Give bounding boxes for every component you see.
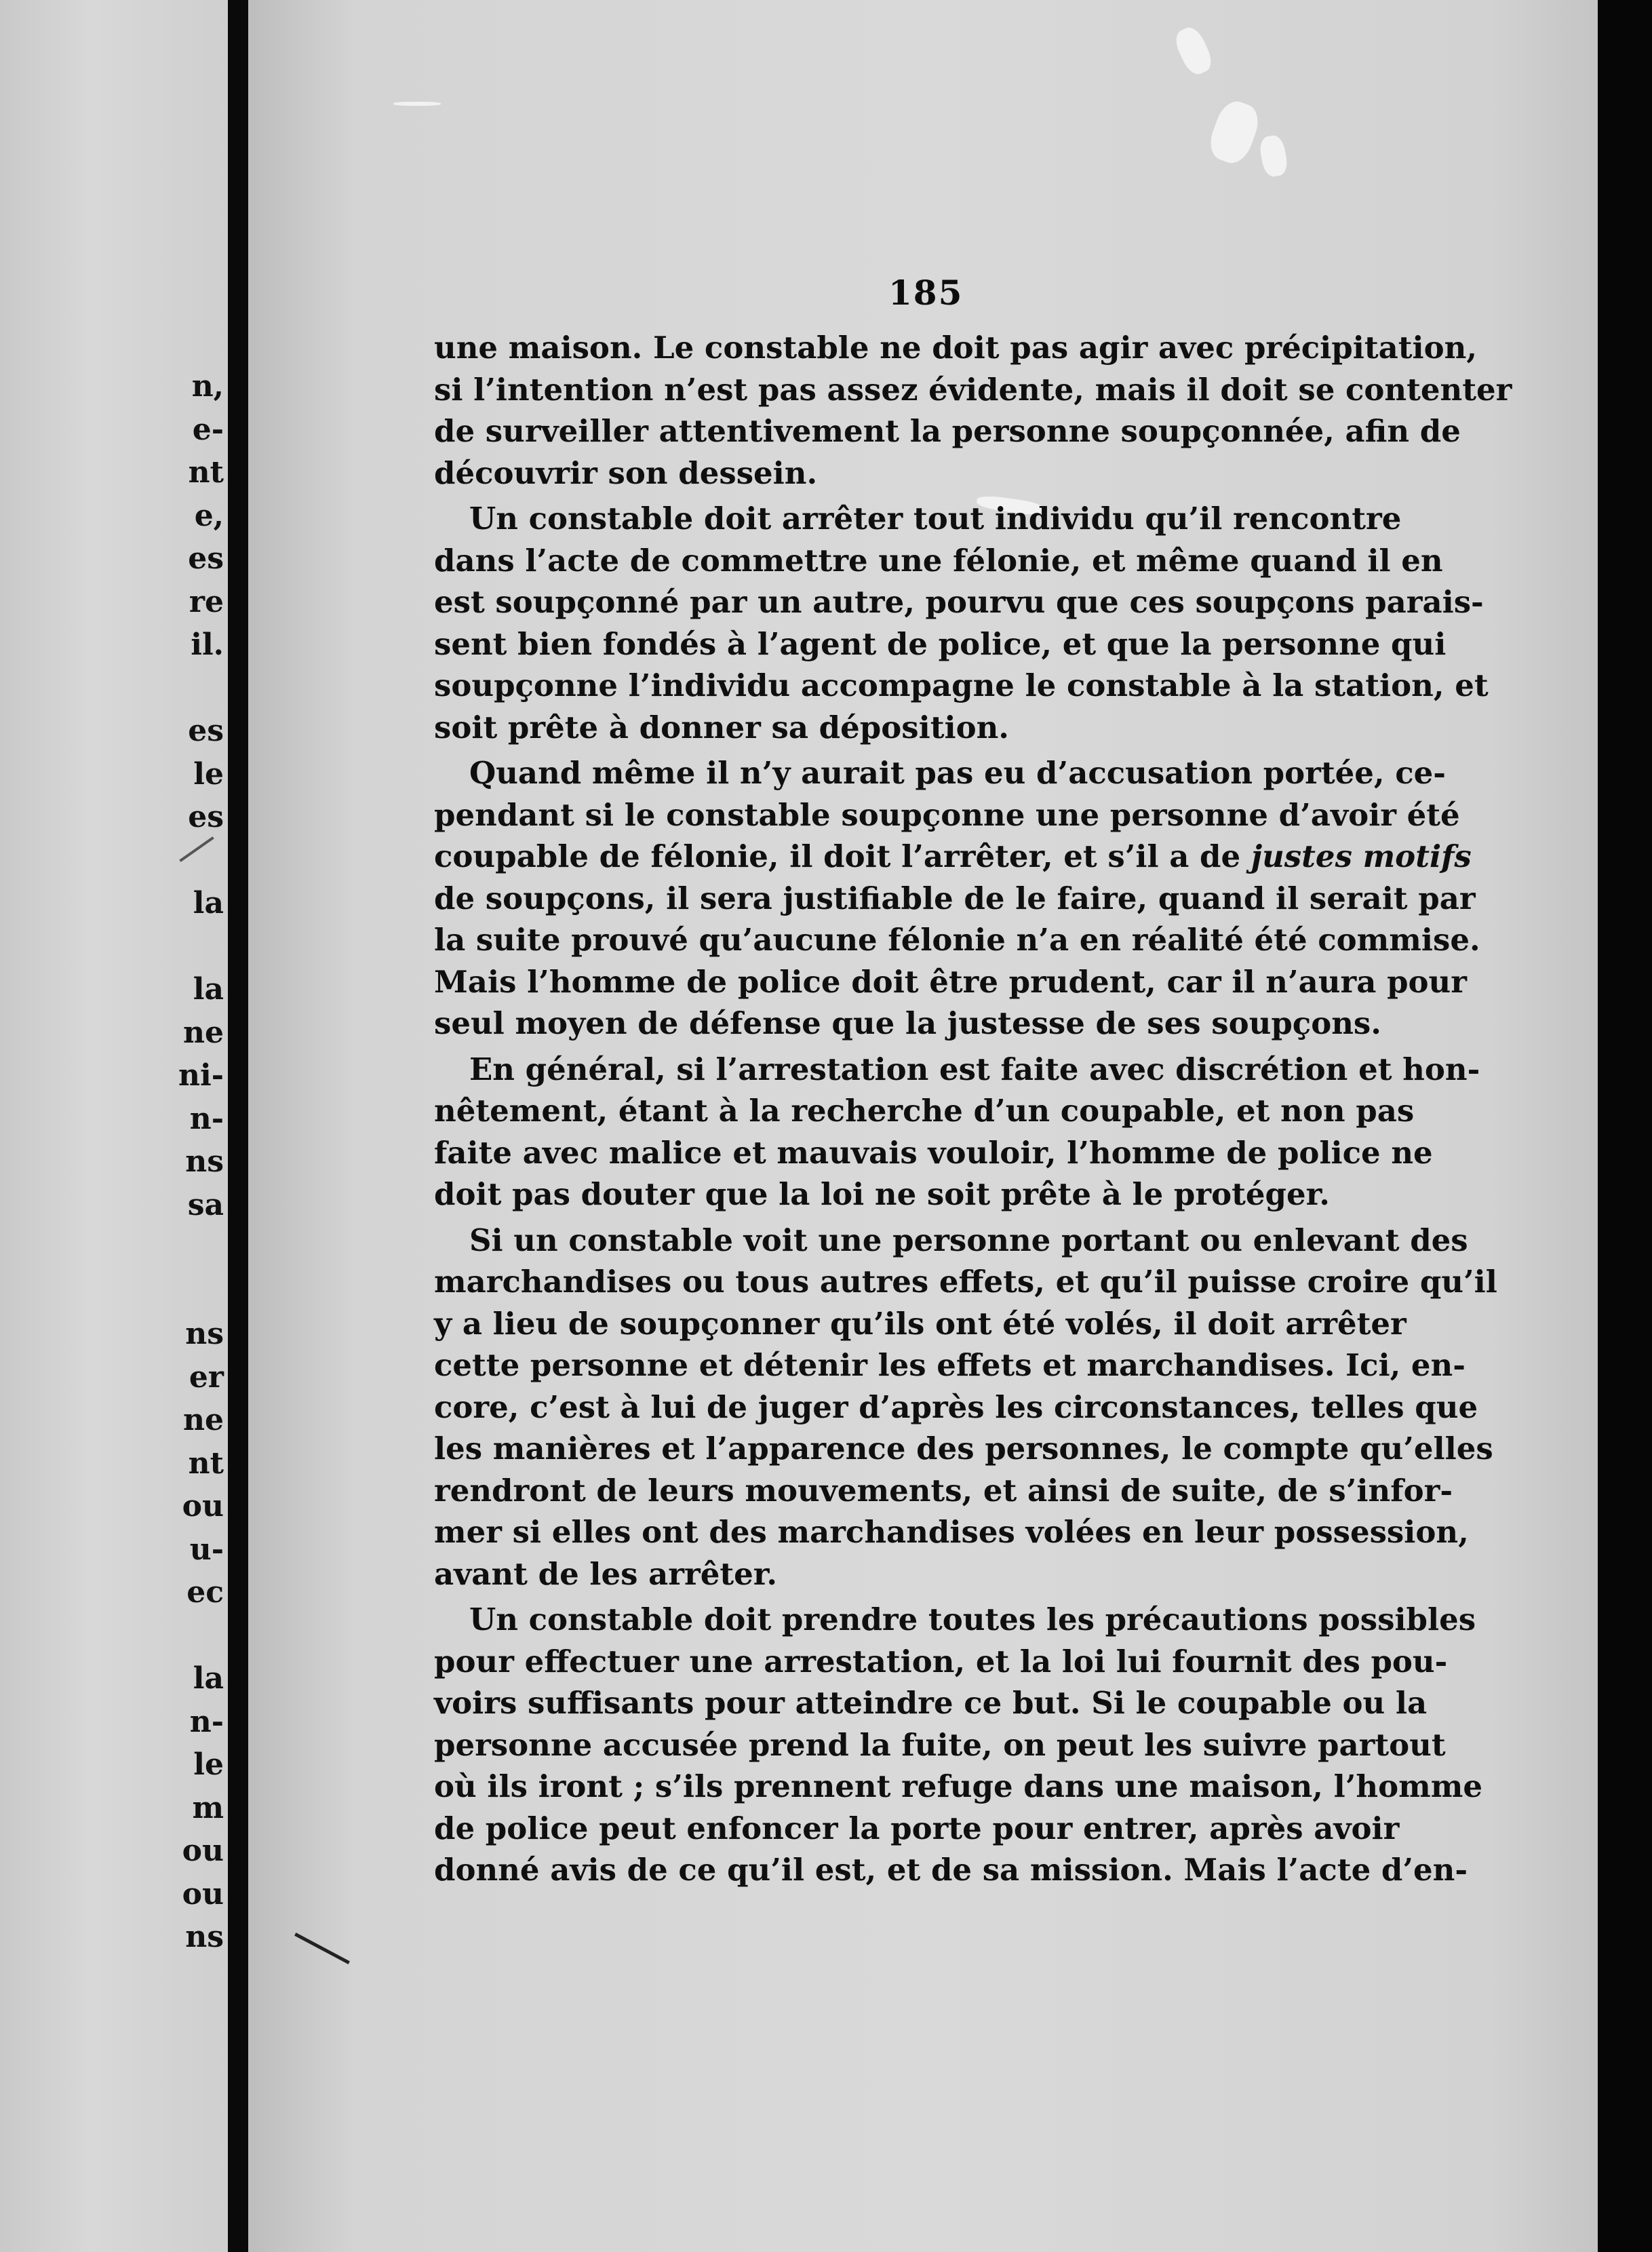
text-line: les manières et l’apparence des personnes, le compte qu’elles	[434, 1431, 1493, 1467]
paragraph	[434, 752, 1480, 1045]
text-line: core, c’est à lui de juger d’après les circonstances, telles que	[434, 1389, 1478, 1425]
text-line: Un constable doit arrêter tout individu qu’il rencontre	[469, 501, 1402, 537]
text-line: de soupçons, il sera justifiable de le faire, quand il serait par	[434, 880, 1476, 916]
fragment-line	[178, 1226, 224, 1270]
text-line: doit pas douter que la loi ne soit prête à le protéger.	[434, 1176, 1330, 1212]
fragment-line: ns	[185, 1144, 224, 1179]
text-line: dans l’acte de commettre une félonie, et même quand il en	[434, 542, 1443, 579]
text-line: si l’intention n’est pas assez évidente, mais il doit se contenter	[434, 371, 1512, 408]
text-line: pendant si le constable soupçonne une personne d’avoir été	[434, 796, 1460, 833]
fragment-line	[178, 925, 224, 969]
fragment-line: es	[188, 800, 224, 834]
text-line: découvrir son dessein.	[434, 454, 818, 491]
fragment-line: il.	[191, 627, 224, 662]
text-line: de police peut enfoncer la porte pour entrer, après avoir	[434, 1810, 1400, 1846]
text-line: Si un constable voit une personne portant ou enlevant des	[469, 1222, 1468, 1258]
paragraph	[434, 1220, 1497, 1595]
text-line: voirs suffisants pour atteindre ce but. Si le coupable ou la	[434, 1685, 1428, 1721]
paragraph	[434, 1599, 1482, 1891]
page-number: 185	[888, 273, 964, 313]
fragment-line: u-	[189, 1532, 224, 1567]
text-line: marchandises ou tous autres effets, et qu’il puisse croire qu’il	[434, 1264, 1497, 1300]
paragraph	[434, 1049, 1480, 1216]
page-body-text	[434, 327, 1512, 1895]
fragment-line: ou	[182, 1489, 224, 1523]
fragment-line: m	[192, 1790, 224, 1825]
fragment-line: ns	[185, 1317, 224, 1351]
text-line: est soupçonné par un autre, pourvu que ces soupçons parais-	[434, 584, 1484, 620]
fragment-line: ou	[182, 1876, 224, 1911]
text-line: donné avis de ce qu’il est, et de sa mission. Mais l’acte d’en-	[434, 1852, 1468, 1888]
text-line: faite avec malice et mauvais vouloir, l’homme de police ne	[434, 1134, 1433, 1171]
fragment-line: la	[193, 1661, 224, 1696]
text-line: nêtement, étant à la recherche d’un coupable, et non pas	[434, 1093, 1415, 1129]
fragment-line: ns	[185, 1920, 224, 1954]
text-line: la suite prouvé qu’aucune félonie n’a en réalité été commise.	[434, 922, 1480, 958]
text-line: sent bien fondés à l’agent de police, et que la personne qui	[434, 625, 1447, 662]
fragment-line: re	[189, 584, 224, 619]
fragment-line: n,	[191, 369, 224, 404]
text-line: coupable de félonie, il doit l’arrêter, et s’il a de justes motifs	[434, 838, 1472, 874]
text-line: y a lieu de soupçonner qu’ils ont été volés, il doit arrêter	[434, 1305, 1407, 1342]
page-gutter	[228, 0, 248, 2252]
fragment-line: ne	[183, 1015, 224, 1050]
fragment-line: la	[193, 972, 224, 1007]
fragment-line: es	[188, 541, 224, 576]
fragment-line: er	[189, 1359, 224, 1395]
text-line: Mais l’homme de police doit être prudent, car il n’aura pour	[434, 963, 1467, 1000]
text-line: Quand même il n’y aurait pas eu d’accusation portée, ce-	[469, 755, 1446, 791]
previous-page-line-endings	[178, 365, 224, 1959]
text-line: mer si elles ont des marchandises volées en leur possession,	[434, 1514, 1469, 1550]
fragment-line: ni-	[178, 1058, 224, 1093]
text-line: avant de les arrêter.	[434, 1555, 777, 1592]
paragraph	[434, 327, 1512, 494]
fragment-line: n-	[189, 1101, 224, 1136]
text-line: une maison. Le constable ne doit pas agir avec précipitation,	[434, 330, 1478, 366]
paragraph	[434, 498, 1489, 748]
page-edge-shadow	[1598, 0, 1652, 2252]
fragment-line: e-	[192, 412, 224, 447]
text-line: soit prête à donner sa déposition.	[434, 709, 1009, 745]
fragment-line: ne	[183, 1403, 224, 1437]
text-line: cette personne et détenir les effets et marchandises. Ici, en-	[434, 1347, 1466, 1383]
fragment-line	[178, 667, 224, 710]
text-line: seul moyen de défense que la justesse de ses soupçons.	[434, 1005, 1381, 1041]
text-line: de surveiller attentivement la personne soupçonnée, afin de	[434, 413, 1461, 449]
fragment-line	[178, 1614, 224, 1658]
fragment-line: es	[188, 714, 224, 748]
fragment-line: nt	[188, 455, 224, 490]
text-line: soupçonne l’individu accompagne le constable à la station, et	[434, 667, 1489, 703]
text-line: En général, si l’arrestation est faite avec discrétion et hon-	[469, 1051, 1480, 1087]
previous-page-fragment	[0, 0, 228, 2252]
fragment-line: la	[193, 886, 224, 920]
fragment-line: e,	[194, 498, 224, 533]
text-line: rendront de leurs mouvements, et ainsi de suite, de s’infor-	[434, 1472, 1453, 1509]
fragment-line: sa	[187, 1187, 224, 1222]
fragment-line: le	[193, 756, 224, 792]
text-line: Un constable doit prendre toutes les précautions possibles	[469, 1601, 1476, 1637]
fragment-line: ec	[186, 1575, 224, 1610]
text-line: pour effectuer une arrestation, et la loi lui fournit des pou-	[434, 1643, 1448, 1680]
fragment-line: nt	[188, 1445, 224, 1481]
text-line: où ils iront ; s’ils prennent refuge dans une maison, l’homme	[434, 1768, 1482, 1804]
scan-speck	[393, 102, 441, 106]
italic-phrase: justes motifs	[1251, 838, 1472, 874]
text-line: personne accusée prend la fuite, on peut les suivre partout	[434, 1726, 1446, 1763]
fragment-line	[178, 1270, 224, 1313]
fragment-line: ou	[182, 1833, 224, 1868]
fragment-line: le	[193, 1747, 224, 1782]
fragment-line: n-	[189, 1704, 224, 1739]
